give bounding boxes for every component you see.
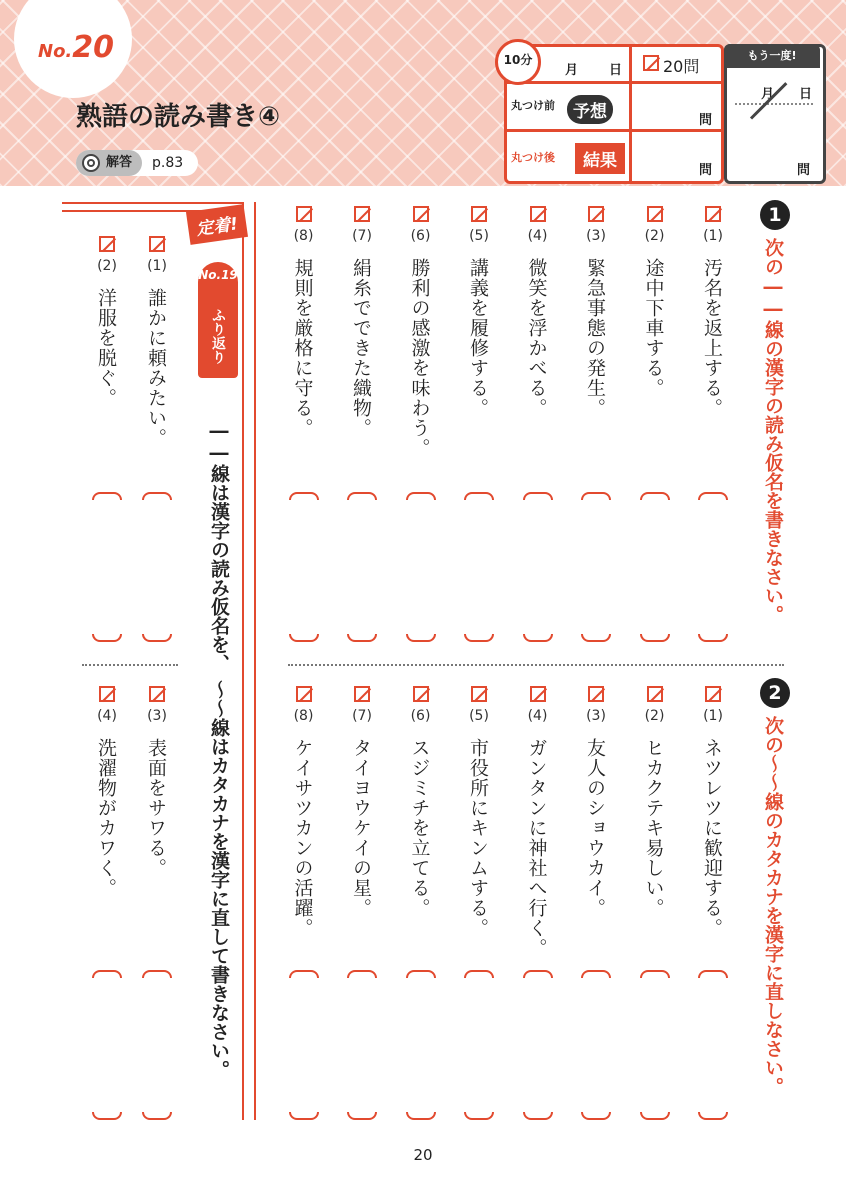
answer-bracket-bottom bbox=[406, 1112, 436, 1120]
question-number: (7) bbox=[352, 228, 372, 244]
answer-bracket-bottom bbox=[406, 634, 436, 642]
check-box-icon bbox=[705, 206, 721, 222]
question-text: 洋服を脱ぐ。 bbox=[95, 288, 117, 408]
unit-number: No.20 bbox=[38, 30, 115, 65]
section-divider bbox=[288, 664, 784, 666]
question-number: (2) bbox=[97, 258, 117, 274]
answer-bracket-bottom bbox=[523, 1112, 553, 1120]
after-label: 丸つけ後 bbox=[511, 151, 555, 164]
section-number: 2 bbox=[760, 678, 790, 708]
answer-bracket-top bbox=[523, 970, 553, 978]
review-instruction-1: ――線は漢字の読み仮名を、 bbox=[208, 420, 230, 673]
retry-day: 日 bbox=[799, 87, 813, 102]
answer-bracket-bottom bbox=[347, 634, 377, 642]
review-label-text: ふり返り bbox=[210, 308, 226, 364]
question-text: 途中下車する。 bbox=[642, 258, 665, 398]
answer-reference bbox=[76, 150, 198, 176]
question-number: (6) bbox=[410, 228, 431, 244]
question-number: (1) bbox=[703, 228, 723, 244]
question-number: (5) bbox=[469, 708, 489, 724]
question-number: (3) bbox=[586, 228, 606, 244]
answer-bracket-top bbox=[581, 970, 611, 978]
answer-bracket-top bbox=[640, 970, 670, 978]
answer-bracket-bottom bbox=[698, 634, 728, 642]
question-number: (1) bbox=[147, 258, 167, 274]
answer-bracket-top bbox=[289, 492, 319, 500]
section-instruction: 次の――線の漢字の読み仮名を書きなさい。 bbox=[762, 238, 784, 624]
question-text: 洗濯物がカワく。 bbox=[95, 738, 117, 898]
answer-bracket-top bbox=[581, 492, 611, 500]
before-unit: 問 bbox=[699, 113, 713, 128]
review-border bbox=[62, 202, 242, 204]
question-number: (4) bbox=[97, 708, 117, 724]
answer-bracket-top bbox=[523, 492, 553, 500]
question-text: スジミチを立てる。 bbox=[408, 738, 431, 918]
answer-bracket-bottom bbox=[92, 1112, 122, 1120]
question-number: (4) bbox=[527, 708, 548, 724]
section-divider bbox=[82, 664, 178, 666]
retry-unit: 問 bbox=[797, 163, 811, 178]
check-box-icon bbox=[413, 686, 429, 702]
check-box-icon bbox=[354, 206, 370, 222]
check-box-icon bbox=[471, 686, 487, 702]
check-box-icon bbox=[588, 686, 604, 702]
question-number: (8) bbox=[293, 228, 314, 244]
section-instruction: 次の～～線のカタカナを漢字に直しなさい。 bbox=[762, 716, 784, 1096]
check-box-icon bbox=[647, 206, 663, 222]
check-box-icon bbox=[647, 686, 663, 702]
after-unit: 問 bbox=[699, 163, 713, 178]
question-text: 表面をサワる。 bbox=[145, 738, 167, 878]
answer-bracket-bottom bbox=[464, 1112, 494, 1120]
score-day: 日 bbox=[609, 63, 623, 78]
answer-bracket-bottom bbox=[698, 1112, 728, 1120]
question-text: ネツレツに歓迎する。 bbox=[701, 738, 723, 938]
answer-bracket-bottom bbox=[347, 1112, 377, 1120]
question-text: ケイサツカンの活躍。 bbox=[291, 738, 314, 938]
answer-tag: 解答 bbox=[76, 150, 142, 176]
check-box-icon bbox=[99, 236, 115, 252]
answer-bracket-top bbox=[142, 970, 172, 978]
after-tag: 結果 bbox=[575, 143, 625, 174]
review-label bbox=[198, 262, 238, 378]
question-number: (7) bbox=[352, 708, 372, 724]
answer-page: p.83 bbox=[152, 155, 184, 171]
check-box-icon bbox=[413, 206, 429, 222]
question-text: 汚名を返上する。 bbox=[701, 258, 723, 418]
score-total: 20問 bbox=[663, 57, 700, 76]
retry-box bbox=[724, 44, 826, 184]
page-title: 熟語の読み書き④ bbox=[76, 102, 281, 132]
question-text: 緊急事態の発生。 bbox=[584, 258, 606, 418]
question-number: (3) bbox=[586, 708, 606, 724]
answer-bracket-bottom bbox=[289, 1112, 319, 1120]
retry-month: 月 bbox=[761, 87, 775, 102]
check-box-icon bbox=[643, 55, 659, 71]
answer-bracket-top bbox=[347, 492, 377, 500]
page-number: 20 bbox=[413, 1146, 433, 1164]
answer-bracket-top bbox=[698, 970, 728, 978]
answer-bracket-bottom bbox=[142, 634, 172, 642]
question-number: (8) bbox=[293, 708, 314, 724]
before-label: 丸つけ前 bbox=[511, 99, 555, 112]
score-divider bbox=[507, 129, 721, 132]
check-box-icon bbox=[588, 206, 604, 222]
check-box-icon bbox=[354, 686, 370, 702]
answer-bracket-bottom bbox=[640, 634, 670, 642]
question-text: ヒカクテキ易しい。 bbox=[642, 738, 665, 918]
question-number: (2) bbox=[644, 228, 665, 244]
before-tag: 予想 bbox=[567, 95, 613, 124]
check-box-icon bbox=[530, 686, 546, 702]
answer-bracket-bottom bbox=[581, 1112, 611, 1120]
question-text: ガンタンに神社へ行く。 bbox=[525, 738, 548, 958]
check-box-icon bbox=[705, 686, 721, 702]
answer-bracket-bottom bbox=[523, 634, 553, 642]
question-number: (3) bbox=[147, 708, 167, 724]
check-box-icon bbox=[296, 686, 312, 702]
question-text: 微笑を浮かべる。 bbox=[525, 258, 548, 418]
question-number: (4) bbox=[527, 228, 548, 244]
answer-bracket-top bbox=[92, 492, 122, 500]
answer-bracket-bottom bbox=[92, 634, 122, 642]
review-instruction-2: ～～線はカタカナを漢字に直して書きなさい。 bbox=[208, 680, 230, 1079]
answer-bracket-top bbox=[698, 492, 728, 500]
retry-divider bbox=[735, 103, 813, 105]
question-number: (2) bbox=[644, 708, 665, 724]
answer-bracket-bottom bbox=[464, 634, 494, 642]
check-box-icon bbox=[471, 206, 487, 222]
answer-bracket-top bbox=[406, 970, 436, 978]
answer-bracket-top bbox=[289, 970, 319, 978]
question-text: 講義を履修する。 bbox=[467, 258, 489, 418]
question-text: 絹糸でできた織物。 bbox=[350, 258, 372, 438]
retry-title: もう一度! bbox=[724, 44, 820, 68]
question-number: (1) bbox=[703, 708, 723, 724]
section-number: 1 bbox=[760, 200, 790, 230]
review-no: No.19 bbox=[198, 268, 238, 282]
question-number: (6) bbox=[410, 708, 431, 724]
answer-bracket-bottom bbox=[142, 1112, 172, 1120]
review-border bbox=[242, 202, 256, 1120]
answer-bracket-bottom bbox=[581, 634, 611, 642]
answer-bracket-top bbox=[142, 492, 172, 500]
question-text: 規則を厳格に守る。 bbox=[291, 258, 314, 438]
answer-bracket-top bbox=[347, 970, 377, 978]
check-box-icon bbox=[149, 686, 165, 702]
answer-bracket-bottom bbox=[640, 1112, 670, 1120]
answer-icon bbox=[82, 154, 100, 172]
timer-badge: 10分 bbox=[495, 39, 541, 85]
score-divider bbox=[629, 47, 632, 181]
question-text: 友人のショウカイ。 bbox=[584, 738, 606, 918]
answer-bracket-top bbox=[464, 970, 494, 978]
answer-bracket-bottom bbox=[289, 634, 319, 642]
question-text: タイヨウケイの星。 bbox=[350, 738, 372, 918]
question-number: (5) bbox=[469, 228, 489, 244]
check-box-icon bbox=[99, 686, 115, 702]
score-box bbox=[504, 44, 724, 184]
answer-bracket-top bbox=[92, 970, 122, 978]
check-box-icon bbox=[530, 206, 546, 222]
answer-bracket-top bbox=[406, 492, 436, 500]
check-box-icon bbox=[149, 236, 165, 252]
answer-bracket-top bbox=[464, 492, 494, 500]
answer-bracket-top bbox=[640, 492, 670, 500]
question-text: 勝利の感激を味わう。 bbox=[408, 258, 431, 458]
question-text: 誰かに頼みたい。 bbox=[145, 288, 167, 448]
review-badge: 定着! bbox=[186, 204, 248, 245]
check-box-icon bbox=[296, 206, 312, 222]
score-divider bbox=[507, 81, 721, 84]
question-text: 市役所にキンムする。 bbox=[467, 738, 489, 938]
score-month: 月 bbox=[565, 63, 579, 78]
